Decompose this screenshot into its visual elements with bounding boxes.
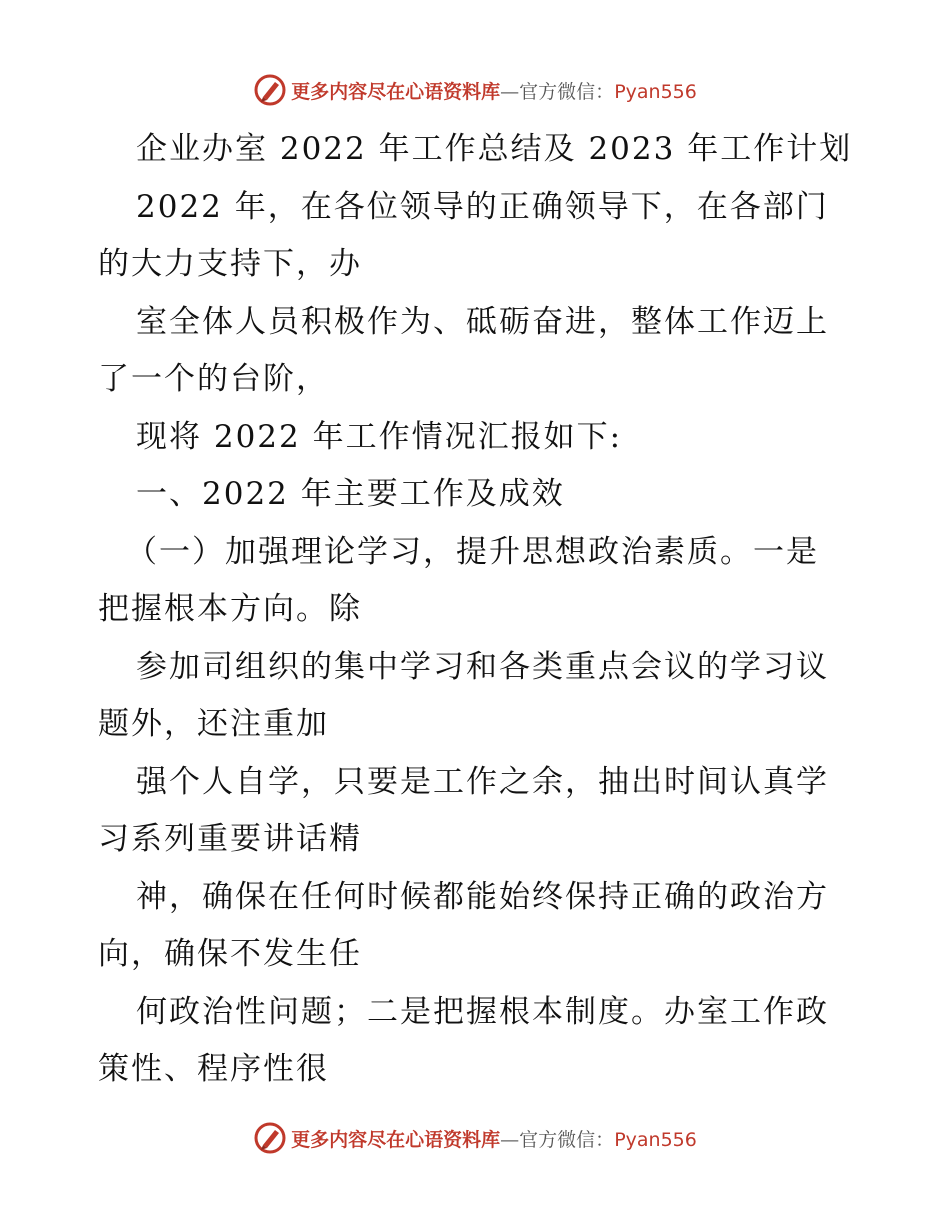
paragraph-line: 室全体人员积极作为、砥砺奋进，整体工作迈上 bbox=[136, 303, 829, 340]
paragraph-line: 神，确保在任何时候都能始终保持正确的政治方 bbox=[136, 878, 829, 915]
header-wechat-id: Pyan556 bbox=[614, 80, 697, 103]
paragraph-line: 的大力支持下，办 bbox=[98, 246, 362, 282]
header-banner bbox=[0, 70, 950, 110]
paragraph-line: 向，确保不发生任 bbox=[98, 936, 362, 972]
paragraph-line: 题外，还注重加 bbox=[98, 706, 329, 742]
header-separator: — bbox=[500, 80, 520, 103]
paragraph-line: （一）加强理论学习，提升思想政治素质。一是 bbox=[126, 533, 819, 570]
section-heading: 一、2022 年主要工作及成效 bbox=[136, 476, 565, 512]
paragraph-line: 了一个的台阶， bbox=[98, 361, 329, 397]
footer-banner-text bbox=[291, 1125, 697, 1152]
paragraph-line: 参加司组织的集中学习和各类重点会议的学习议 bbox=[136, 648, 829, 685]
footer-separator: — bbox=[500, 1128, 520, 1151]
header-banner-text bbox=[291, 77, 697, 104]
paragraph-line: 强个人自学，只要是工作之余，抽出时间认真学 bbox=[136, 763, 829, 800]
footer-banner bbox=[0, 1118, 950, 1158]
document-body bbox=[98, 121, 858, 1099]
footer-brand-text: 更多内容尽在心语资料库 bbox=[291, 1128, 501, 1151]
footer-official-label: 官方微信： bbox=[519, 1128, 615, 1151]
footer-wechat-id: Pyan556 bbox=[614, 1128, 697, 1151]
paragraph-line: 何政治性问题；二是把握根本制度。办室工作政 bbox=[136, 993, 829, 1030]
pen-logo-icon bbox=[253, 1121, 287, 1155]
paragraph-line: 2022 年，在各位领导的正确领导下，在各部门 bbox=[136, 188, 829, 225]
paragraph-line: 策性、程序性很 bbox=[98, 1051, 329, 1087]
paragraph-line: 现将 2022 年工作情况汇报如下: bbox=[136, 418, 623, 455]
header-brand-text: 更多内容尽在心语资料库 bbox=[291, 80, 501, 103]
paragraph-line: 把握根本方向。除 bbox=[98, 591, 362, 627]
header-official-label: 官方微信： bbox=[519, 80, 615, 103]
paragraph-line: 习系列重要讲话精 bbox=[98, 821, 362, 857]
pen-logo-icon bbox=[253, 73, 287, 107]
document-title: 企业办室 2022 年工作总结及 2023 年工作计划 bbox=[136, 131, 853, 167]
